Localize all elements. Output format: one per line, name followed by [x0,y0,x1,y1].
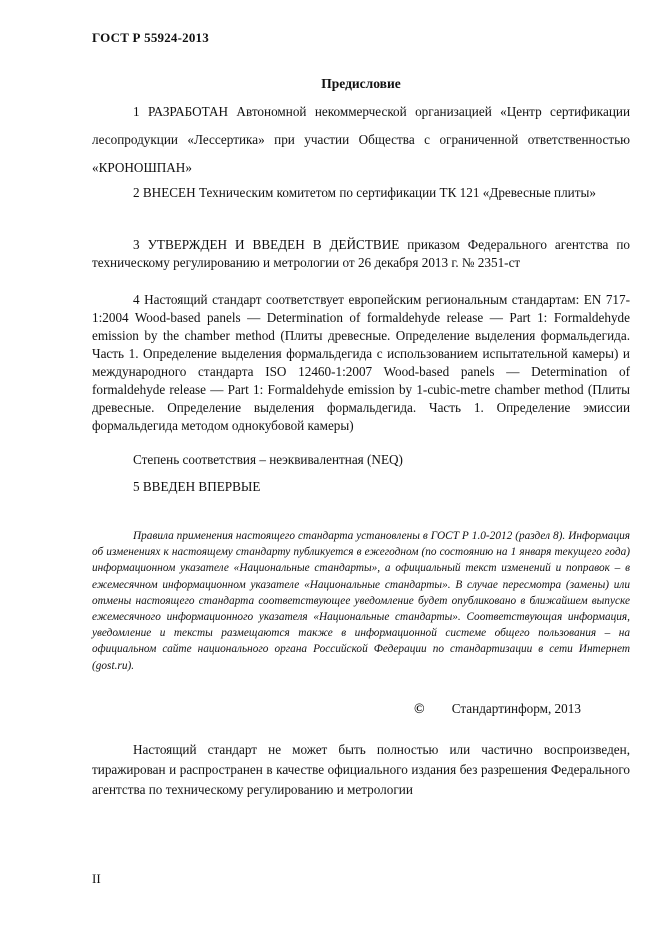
foreword-item-1-text: 1 РАЗРАБОТАН Автономной некоммерческой организацией «Центр сертификации лесопродукции «Лессертика» при участии Общества с ограниченной ответственностью «КРОНОШПАН» [92,104,630,175]
reproduction-notice [92,740,630,800]
copyright-holder: Стандартинформ, 2013 [451,701,581,716]
foreword-item-2 [92,179,630,207]
foreword-item-4-text: 4 Настоящий стандарт соответствует европейским региональным стандартам: EN 717-1:2004 Wood-based panels — Determination of formaldehyde release — Part 1: Formaldehyde emission by the chamber method (Плиты древесные. Определение выделения формальдегида. Часть 1. Определение выделения формальдегида с использованием испытательной камеры) и международного стандарта ISO 12460-1:2007 Wood-based panels — Determination of formaldehyde release — Part 1: Formaldehyde emission by 1-cubic-metre chamber method (Плиты древесные. Определение выделения формальдегида. Часть 1. Определение эмиссии формальдегида методом однокубовой камеры) [92,292,630,433]
conformity-degree [92,451,630,469]
copyright-symbol: © [414,702,425,717]
foreword-item-3 [92,236,630,272]
foreword-title: Предисловие [321,76,401,91]
foreword-item-3-text: 3 УТВЕРЖДЕН И ВВЕДЕН В ДЕЙСТВИЕ приказом Федерального агентства по техническому регулированию и метрологии от 26 декабря 2013 г. № 2351-ст [92,237,630,270]
foreword-item-2-text: 2 ВНЕСЕН Техническим комитетом по сертификации ТК 121 «Древесные плиты» [133,185,596,200]
copyright-line [414,701,581,718]
foreword-item-4 [92,291,630,435]
application-rules-note [92,528,630,674]
page-number: II [92,871,101,886]
foreword-item-5 [92,478,630,496]
foreword-item-1 [92,98,630,182]
reproduction-notice-text: Настоящий стандарт не может быть полностью или частично воспроизведен, тиражирован и распространен в качестве официального издания без разрешения Федерального агентства по техническому регулированию и метрологии [92,742,630,797]
standard-code: ГОСТ Р 55924-2013 [92,30,209,45]
conformity-degree-text: Степень соответствия – неэквивалентная (NEQ) [133,452,403,467]
application-rules-note-text: Правила применения настоящего стандарта установлены в ГОСТ Р 1.0-2012 (раздел 8). Информация об изменениях к настоящему стандарту публикуется в ежегодном (по состоянию на 1 января текущего года) информационном указателе «Национальные стандарты», а официальный текст изменений и поправок – в ежемесячном информационном указателе «Национальные стандарты». В случае пересмотра (замены) или отмены настоящего стандарта соответствующее уведомление будет опубликовано в ближайшем выпуске ежемесячного информационного указателя «Национальные стандарты». Соответствующая информация, уведомление и тексты размещаются также в информационной системе общего пользования – на официальном сайте национального органа Российской Федерации по стандартизации в сети Интернет (gost.ru). [92,530,630,672]
foreword-item-5-text: 5 ВВЕДЕН ВПЕРВЫЕ [133,479,261,494]
